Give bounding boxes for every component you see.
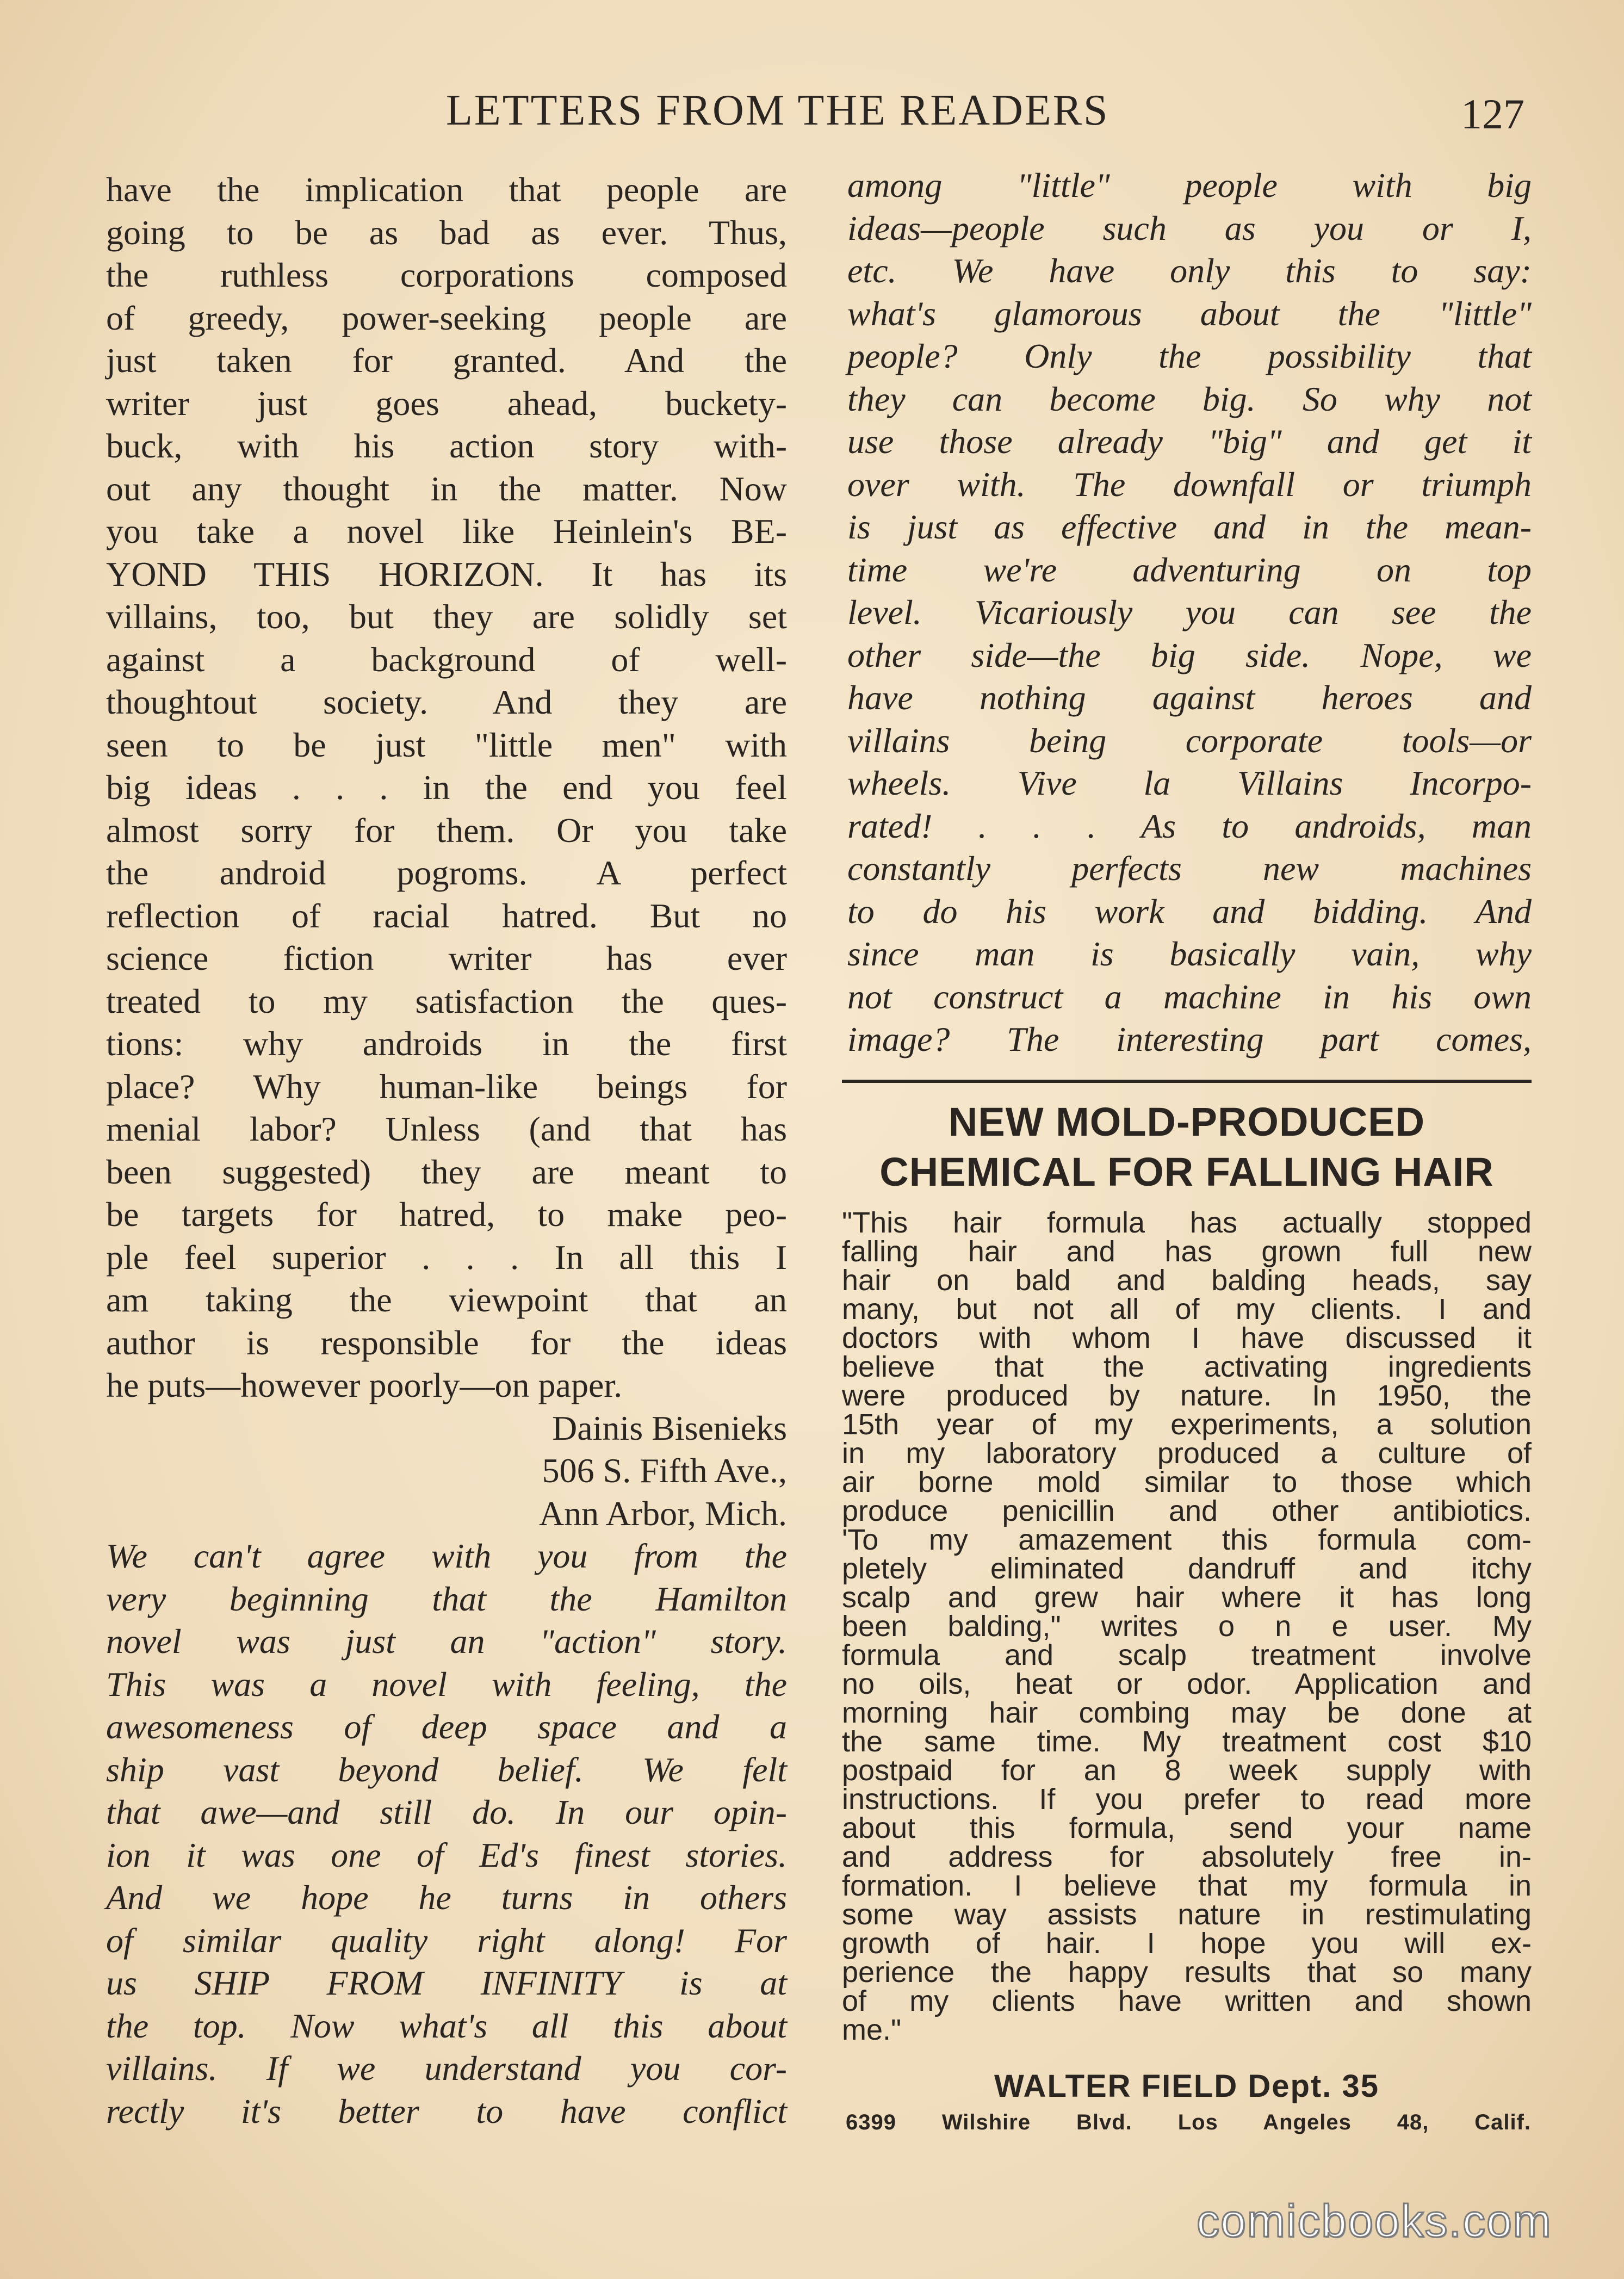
- reply-line: they can become big. So why not: [847, 379, 1532, 418]
- text-line: treated to my satisfaction the ques-: [106, 981, 787, 1020]
- text-line: science fiction writer has ever: [106, 939, 787, 977]
- reply-line: ideas—people such as you or I,: [847, 208, 1532, 247]
- left-column: [106, 169, 787, 2133]
- ad-text-line: pletely eliminated dandruff and itchy: [842, 1552, 1532, 1585]
- ad-text-line: air borne mold similar to those which: [842, 1466, 1532, 1498]
- text-line: menial labor? Unless (and that has: [106, 1110, 787, 1148]
- reply-line: ion it was one of Ed's finest stories.: [106, 1835, 787, 1874]
- reply-line: among "little" people with big: [847, 166, 1532, 205]
- reply-line: over with. The downfall or triumph: [847, 465, 1532, 504]
- text-line: ple feel superior . . . In all this I: [106, 1237, 787, 1277]
- ad-headline-line-2: CHEMICAL FOR FALLING HAIR: [879, 1149, 1494, 1194]
- ad-text-line: instructions. If you prefer to read more: [842, 1783, 1532, 1816]
- ad-text-line: falling hair and has grown full new: [842, 1235, 1532, 1268]
- reader-letter-body: [106, 169, 787, 1407]
- ad-text-line: formation. I believe that my formula in: [842, 1869, 1532, 1902]
- reply-line: novel was just an "action" story.: [106, 1622, 787, 1661]
- reply-line: etc. We have only this to say:: [847, 251, 1532, 290]
- ad-text-line: "This hair formula has actually stopped: [842, 1206, 1532, 1239]
- text-line: just taken for granted. And the: [106, 341, 787, 380]
- text-line: have the implication that people are: [106, 170, 787, 209]
- reply-line: rectly it's better to have conflict: [106, 2091, 787, 2131]
- text-line: out any thought in the matter. Now: [106, 469, 787, 508]
- ad-body-copy: [842, 1206, 1532, 2046]
- ad-text-line: me.": [842, 2014, 902, 2046]
- text-line: the ruthless corporations composed: [106, 256, 787, 294]
- ad-text-line: 15th year of my experiments, a solution: [842, 1408, 1532, 1441]
- ad-text-line: hair on bald and balding heads, say: [842, 1264, 1532, 1297]
- ad-company-name: WALTER FIELD Dept. 35: [994, 2069, 1379, 2104]
- reply-line: And we hope he turns in others: [106, 1878, 787, 1917]
- ad-text-line: of my clients have written and shown: [842, 1985, 1532, 2017]
- reply-line: This was a novel with feeling, the: [106, 1664, 787, 1704]
- ad-text-line: many, but not all of my clients. I and: [842, 1293, 1532, 1326]
- reply-line: what's glamorous about the "little": [847, 294, 1532, 333]
- text-line: reflection of racial hatred. But no: [106, 896, 787, 935]
- ad-text-line: doctors with whom I have discussed it: [842, 1322, 1532, 1354]
- ad-headline-line-1: NEW MOLD-PRODUCED: [948, 1099, 1425, 1144]
- ad-text-line: no oils, heat or odor. Application and: [842, 1668, 1532, 1700]
- text-line: writer just goes ahead, buckety-: [106, 383, 787, 423]
- text-line: buck, with his action story with-: [106, 426, 787, 465]
- text-line: seen to be just "little men" with: [106, 725, 787, 764]
- text-line: been suggested) they are meant to: [106, 1152, 787, 1191]
- reply-line: ship vast beyond belief. We felt: [106, 1750, 787, 1789]
- letter-signature: [106, 1407, 787, 1535]
- reply-line: other side—the big side. Nope, we: [847, 635, 1532, 674]
- reply-line: level. Vicariously you can see the: [847, 593, 1532, 631]
- reply-line: We can't agree with you from the: [106, 1537, 787, 1575]
- ad-text-line: 'To my amazement this formula com-: [842, 1524, 1532, 1556]
- text-line: place? Why human-like beings for: [106, 1067, 787, 1106]
- signature-line: 506 S. Fifth Ave.,: [542, 1451, 787, 1490]
- site-watermark: comicbooks.com: [1197, 2195, 1552, 2246]
- text-line: thoughtout society. And they are: [106, 683, 787, 721]
- signature-line: Ann Arbor, Mich.: [538, 1494, 787, 1533]
- text-line: YOND THIS HORIZON. It has its: [106, 554, 787, 593]
- ad-text-line: the same time. My treatment cost $10: [842, 1725, 1532, 1758]
- reply-line: not construct a machine in his own: [847, 977, 1532, 1016]
- editor-reply: [106, 1535, 787, 2133]
- ad-text-line: perience the happy results that so many: [842, 1956, 1532, 1989]
- text-line: he puts—however poorly—on paper.: [106, 1366, 623, 1404]
- text-line: of greedy, power-seeking people are: [106, 298, 787, 337]
- editor-reply-continued: [847, 164, 1532, 1061]
- text-line: against a background of well-: [106, 640, 787, 679]
- ad-text-line: some way assists nature in restimulating: [842, 1898, 1532, 1931]
- ad-text-line: formula and scalp treatment involve: [842, 1639, 1532, 1671]
- reply-line: people? Only the possibility that: [847, 337, 1532, 375]
- reply-line: time we're adventuring on top: [847, 550, 1532, 589]
- reply-line: awesomeness of deep space and a: [106, 1707, 787, 1746]
- ad-text-line: morning hair combing may be done at: [842, 1696, 1532, 1729]
- reply-line: the top. Now what's all this about: [106, 2006, 787, 2045]
- page-number: 127: [1461, 90, 1524, 138]
- reply-line: us SHIP FROM INFINITY is at: [106, 1964, 787, 2002]
- ad-divider-rule: [842, 1080, 1532, 1083]
- reply-line: use those already "big" and get it: [847, 422, 1532, 461]
- reply-line: very beginning that the Hamilton: [106, 1579, 787, 1618]
- reply-line: have nothing against heroes and: [847, 678, 1532, 717]
- text-line: villains, too, but they are solidly set: [106, 597, 787, 636]
- reply-line: to do his work and bidding. And: [847, 891, 1532, 931]
- text-line: almost sorry for them. Or you take: [106, 810, 787, 850]
- text-line: be targets for hatred, to make peo-: [106, 1195, 787, 1234]
- ad-text-line: and address for absolutely free in-: [842, 1841, 1532, 1873]
- reply-line: is just as effective and in the mean-: [847, 507, 1532, 546]
- ad-text-line: in my laboratory produced a culture of: [842, 1437, 1532, 1470]
- reply-line: rated! . . . As to androids, man: [847, 806, 1532, 845]
- reply-line: of similar quality right along! For: [106, 1921, 787, 1960]
- ad-text-line: about this formula, send your name: [842, 1812, 1532, 1844]
- running-header: LETTERS FROM THE READERS: [446, 86, 1109, 134]
- ad-text-line: postpaid for an 8 week supply with: [842, 1754, 1532, 1787]
- text-line: big ideas . . . in the end you feel: [106, 768, 787, 807]
- text-line: going to be as bad as ever. Thus,: [106, 213, 787, 252]
- ad-text-line: scalp and grew hair where it has long: [842, 1581, 1532, 1614]
- ad-text-line: produce penicillin and other antibiotics.: [842, 1495, 1532, 1527]
- ad-text-line: believe that the activating ingredients: [842, 1351, 1532, 1383]
- reply-line: since man is basically vain, why: [847, 934, 1532, 973]
- text-line: you take a novel like Heinlein's BE-: [106, 512, 787, 550]
- text-line: author is responsible for the ideas: [106, 1323, 787, 1362]
- ad-text-line: growth of hair. I hope you will ex-: [842, 1927, 1532, 1960]
- reply-line: image? The interesting part comes,: [847, 1020, 1532, 1058]
- reply-line: constantly perfects new machines: [847, 849, 1532, 888]
- text-line: am taking the viewpoint that an: [106, 1280, 787, 1319]
- ad-mailing-address: 6399 Wilshire Blvd. Los Angeles 48, Calif.: [846, 2110, 1531, 2134]
- text-line: tions: why androids in the first: [106, 1024, 787, 1063]
- reply-line: villains being corporate tools—or: [847, 721, 1532, 760]
- signature-line: Dainis Bisenieks: [552, 1408, 787, 1447]
- text-line: the android pogroms. A perfect: [106, 853, 787, 892]
- reply-line: wheels. Vive la Villains Incorpo-: [847, 764, 1532, 802]
- ad-text-line: been balding," writes o n e user. My: [842, 1610, 1532, 1643]
- reply-line: that awe—and still do. In our opin-: [106, 1793, 787, 1831]
- ad-text-line: were produced by nature. In 1950, the: [842, 1379, 1532, 1412]
- right-column: [847, 164, 1532, 1061]
- reply-line: villains. If we understand you cor-: [106, 2049, 787, 2088]
